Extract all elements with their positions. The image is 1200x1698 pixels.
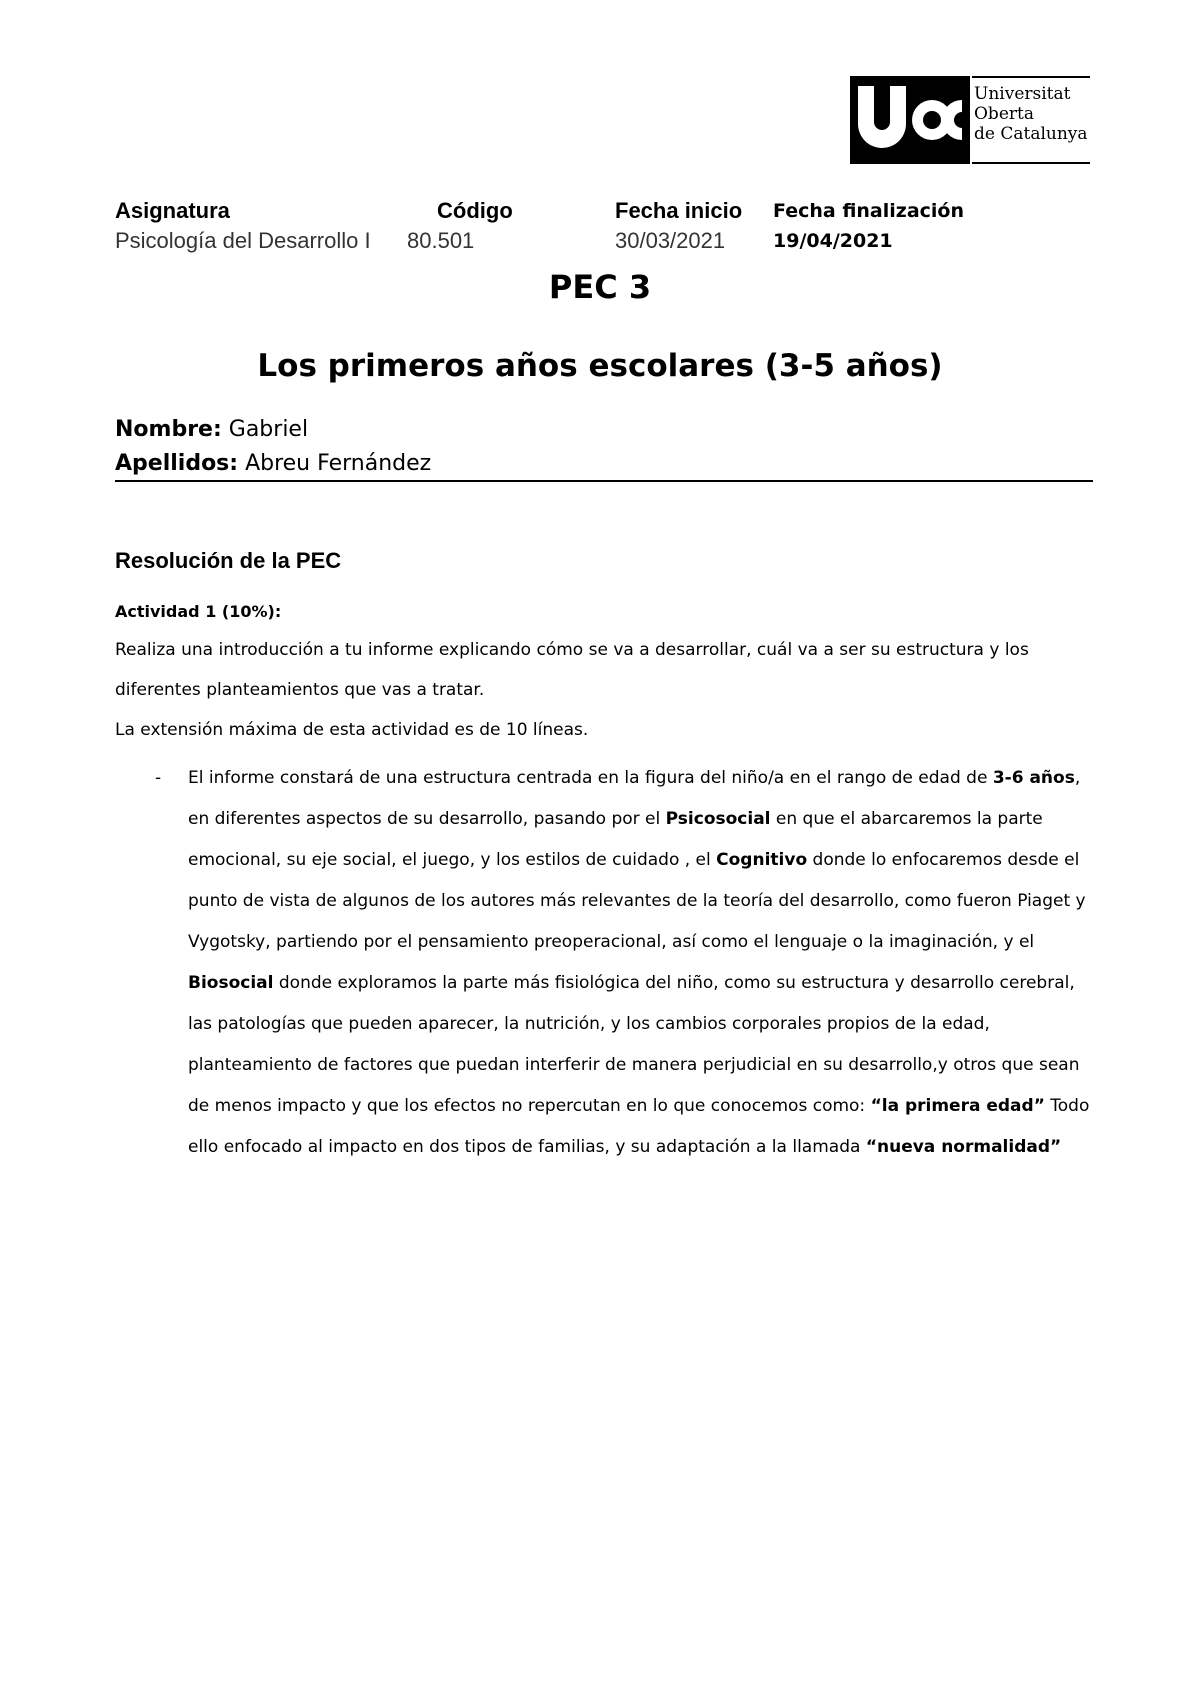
answer-text-1: El informe constará de una estructura centrada en la figura del niño/a en el rango de edad de — [188, 768, 993, 788]
uoc-logo — [850, 76, 1090, 164]
fecha-fin-label: Fecha finalización — [773, 200, 965, 222]
fecha-inicio-label: Fecha inicio — [615, 198, 743, 223]
logo-text — [974, 84, 1088, 144]
asignatura-column — [115, 196, 371, 256]
section-heading: Resolución de la PEC — [115, 548, 342, 573]
answer-bold-primera-edad: “la primera edad” — [870, 1096, 1045, 1116]
bullet-dash: - — [155, 768, 162, 788]
document-title: PEC 3 — [548, 268, 652, 306]
fecha-inicio-value: 30/03/2021 — [615, 228, 726, 253]
answer-bold-psicosocial: Psicosocial — [665, 809, 771, 829]
codigo-value: 80.501 — [407, 228, 475, 253]
asignatura-label: Asignatura — [115, 198, 230, 223]
divider — [115, 480, 1093, 482]
logo-line-1: Universitat — [974, 84, 1071, 104]
logo-rule-top — [972, 76, 1090, 78]
apellidos-label: Apellidos: — [115, 451, 239, 476]
answer-bold-biosocial: Biosocial — [188, 973, 274, 993]
nombre-value: Gabriel — [221, 417, 309, 442]
codigo-label: Código — [437, 198, 513, 223]
answer-text-3: en que el abarcaremos la parte emocional, su eje social, el juego, y los estilos de cuidado , el — [188, 809, 1043, 870]
activity-answer — [188, 758, 1103, 1168]
apellidos-value: Abreu Fernández — [238, 451, 432, 476]
activity-limit: La extensión máxima de esta actividad es de 10 líneas. — [115, 720, 589, 740]
asignatura-value: Psicología del Desarrollo I — [115, 228, 371, 253]
answer-text-2: , en diferentes aspectos de su desarrollo, pasando por el — [188, 768, 1081, 829]
answer-bold-age: 3-6 años — [992, 768, 1075, 788]
answer-text-5: donde exploramos la parte más fisiológica del niño, como su estructura y desarrollo cerebral, las patologías que pueden aparecer, la nutrición, y los cambios corporales propios de la edad, planteamiento de factores que puedan interferir de manera perjudicial en su desarrollo,y otros que sean de menos impacto y que los efectos no repercutan en lo que conocemos como: — [188, 973, 1080, 1116]
logo-rule-bottom — [972, 162, 1090, 164]
document-subtitle: Los primeros años escolares (3-5 años) — [257, 348, 943, 384]
activity-label: Actividad 1 (10%): — [115, 602, 282, 621]
fecha-fin-column — [773, 196, 964, 256]
codigo-column — [437, 196, 513, 226]
nombre-row — [115, 414, 308, 446]
fecha-fin-value: 19/04/2021 — [773, 230, 893, 252]
answer-text-6: Todo ello enfocado al impacto en dos tipos de familias, y su adaptación a la llamada — [188, 1096, 1090, 1157]
answer-bold-nueva-normalidad: “nueva normalidad” — [865, 1137, 1062, 1157]
logo-line-2: Oberta — [974, 104, 1034, 124]
apellidos-row — [115, 448, 431, 480]
uoc-logo-mark — [850, 76, 970, 164]
nombre-label: Nombre: — [115, 417, 222, 442]
logo-line-3: de Catalunya — [974, 124, 1088, 144]
answer-text-4: donde lo enfocaremos desde el punto de vista de algunos de los autores más relevantes de la teoría del desarrollo, como fueron Piaget y Vygotsky, partiendo por el pensamiento preoperacional, así como el lenguaje o la imaginación, y el — [188, 850, 1086, 952]
activity-prompt: Realiza una introducción a tu informe explicando cómo se va a desarrollar, cuál va a ser su estructura y los diferentes planteamientos que vas a tratar. — [115, 640, 1029, 700]
codigo-value-wrap — [407, 226, 474, 256]
answer-bold-cognitivo: Cognitivo — [716, 850, 808, 870]
fecha-inicio-column — [615, 196, 742, 256]
